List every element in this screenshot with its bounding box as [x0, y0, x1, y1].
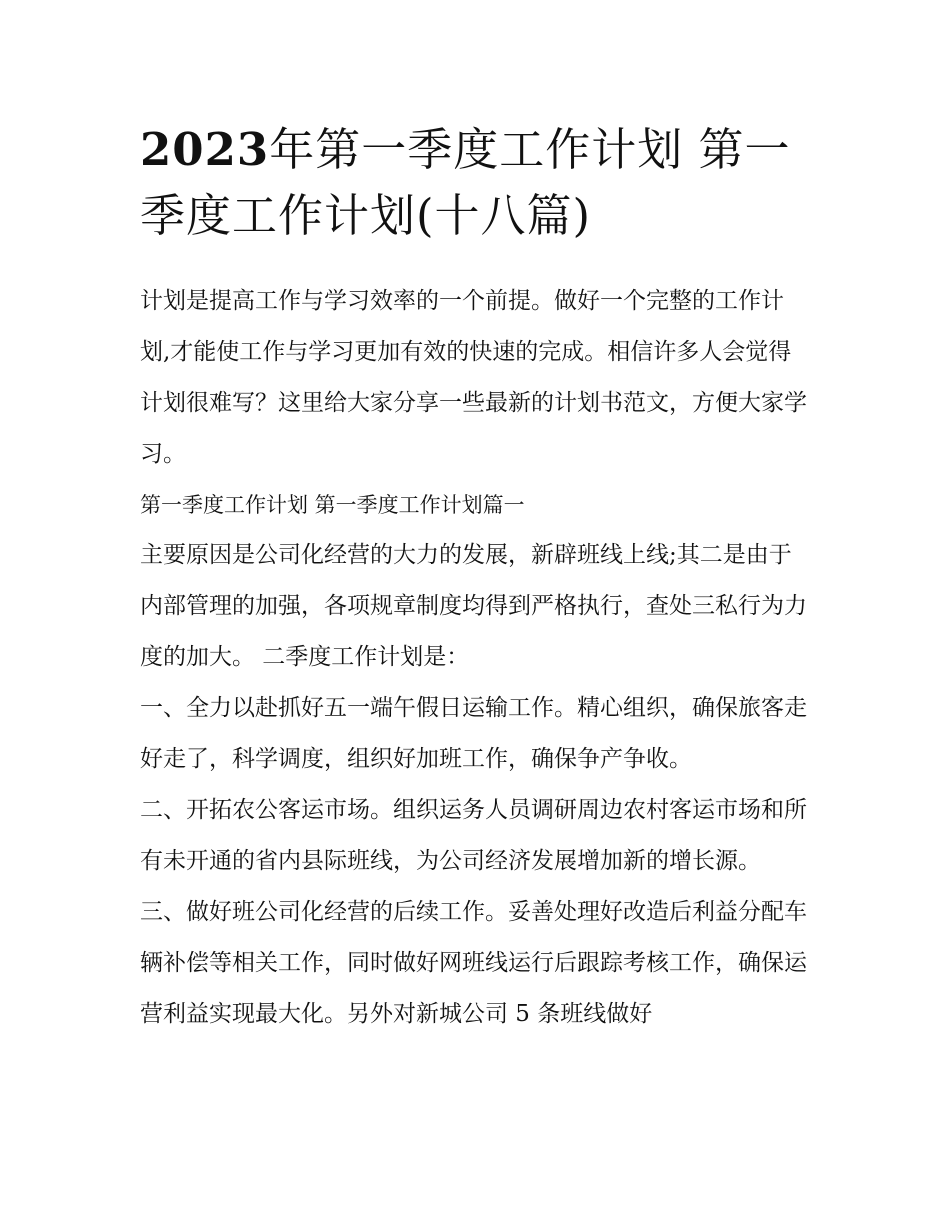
paragraph-1: 主要原因是公司化经营的大力的发展，新辟班线上线;其二是由于内部管理的加强，各项规章制度均得到严格执行，查处三私行为力度的加大。 二季度工作计划是： [140, 542, 807, 670]
document-body [140, 276, 812, 1040]
paragraph-4: 三、做好班公司化经营的后续工作。妥善处理好改造后利益分配车辆补偿等相关工作，同时做好网班线运行后跟踪考核工作，确保运营利益实现最大化。另外对新城公司 5 条班线做好 [140, 899, 807, 1027]
title-year: 2023 [140, 123, 270, 176]
section-heading: 第一季度工作计划 第一季度工作计划篇一 [140, 493, 525, 517]
paragraph-2: 一、全力以赴抓好五一端午假日运输工作。精心组织，确保旅客走好走了，科学调度，组织好加班工作，确保争产争收。 [140, 695, 807, 772]
paragraph-3: 二、开拓农公客运市场。组织运务人员调研周边农村客运市场和所有未开通的省内县际班线，为公司经济发展增加新的增长源。 [140, 797, 807, 874]
intro-paragraph: 计划是提高工作与学习效率的一个前提。做好一个完整的工作计划,才能使工作与学习更加有效的快速的完成。相信许多人会觉得计划很难写？这里给大家分享一些最新的计划书范文，方便大家学习。 [140, 288, 807, 467]
document-title [140, 117, 812, 249]
title-text: 年第一季度工作计划 第一季度工作计划(十八篇) [140, 123, 791, 242]
